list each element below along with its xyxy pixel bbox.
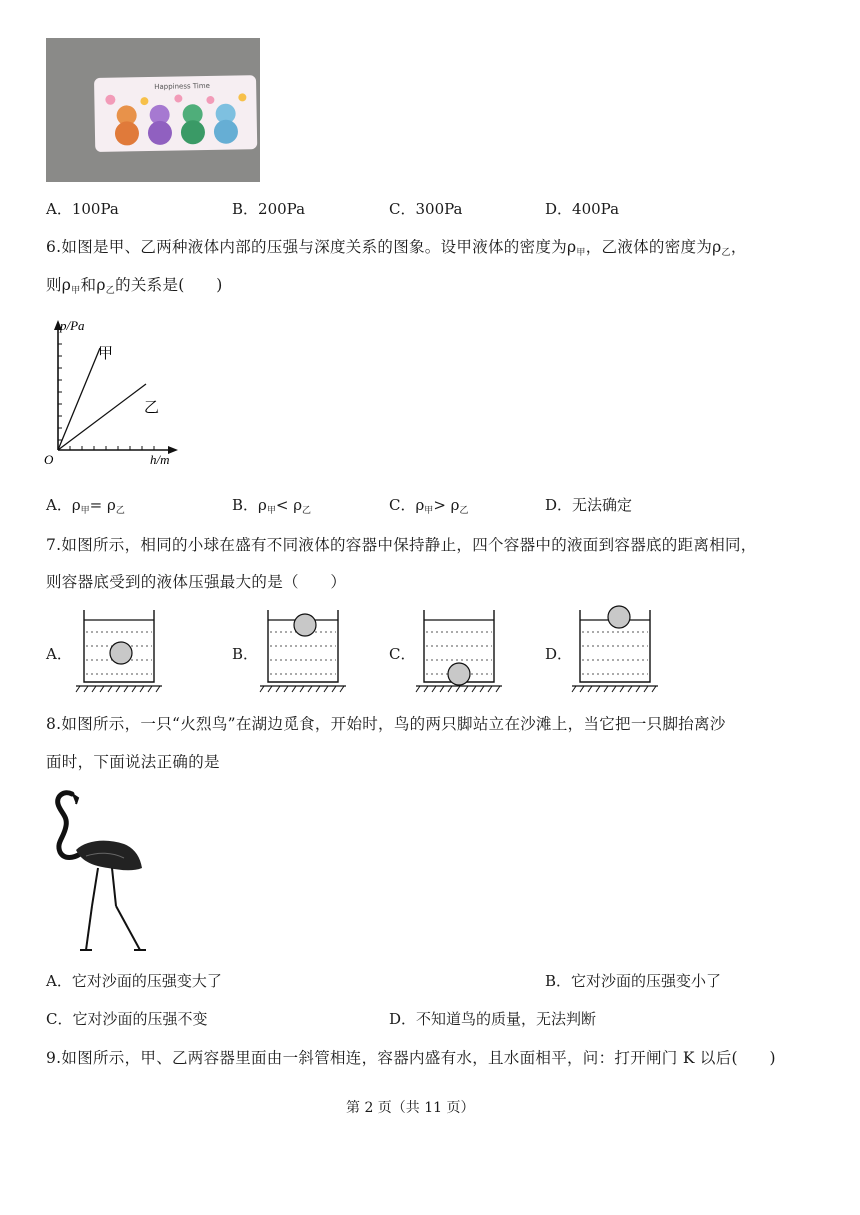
q7-question-line2: 则容器底受到的液体压强最大的是（ ） [46, 573, 347, 591]
pressure-depth-graph [40, 312, 200, 472]
q6-option-d: D．无法确定 [545, 496, 633, 514]
q6-option-c: C．$\rho_甲> \rho_乙$ [389, 496, 469, 516]
ball-b [294, 614, 316, 636]
q5-option-c: C．300Pa [389, 200, 463, 218]
q5-option-d: D．400Pa [545, 200, 620, 218]
pencil-case-text: Happiness Time [154, 81, 211, 91]
container-c [414, 604, 502, 696]
line-yi-label: 乙 [144, 398, 160, 416]
q6-option-a: A．$\rho_甲= \rho_乙$ [46, 496, 125, 516]
q6-option-b: B．$\rho_甲< \rho_乙$ [232, 496, 312, 516]
container-d [570, 604, 658, 696]
q8-option-a: A．它对沙面的压强变大了 [46, 972, 222, 990]
q6-question-line2: 则$\rho_甲$和$\rho_乙$的关系是( ) [46, 276, 223, 296]
q7-label-c: C． [389, 645, 416, 663]
container-a [74, 604, 162, 696]
q7-label-b: B． [232, 645, 259, 663]
q8-option-d: D．不知道鸟的质量，无法判断 [389, 1010, 597, 1028]
q7-label-d: D． [545, 645, 573, 663]
x-axis-arrow [168, 446, 178, 454]
pencil-case-photo [46, 38, 260, 182]
flamingo-illustration [46, 786, 156, 954]
ball-d [608, 606, 630, 628]
q8-option-c: C．它对沙面的压强不变 [46, 1010, 208, 1028]
q6-question-line1: 6.如图是甲、乙两种液体内部的压强与深度关系的图象。设甲液体的密度为$\rho_甲$，乙液体的密度为$\rho_乙$， [46, 238, 747, 258]
q8-question-line2: 面时，下面说法正确的是 [46, 753, 220, 771]
line-jia-label: 甲 [98, 344, 114, 362]
pencil-case [94, 75, 257, 152]
q9-question-line1: 9.如图所示，甲、乙两容器里面由一斜管相连，容器内盛有水，且水面相平，问：打开闸门 K 以后( ) [46, 1049, 776, 1067]
q5-option-a: A．100Pa [46, 200, 119, 218]
bears-illustration [94, 75, 257, 152]
container-b [258, 604, 346, 696]
ball-c [448, 663, 470, 685]
q7-label-a: A． [46, 645, 72, 663]
q8-question-line1: 8.如图所示，一只“火烈鸟”在湖边觅食，开始时，鸟的两只脚站立在沙滩上，当它把一只脚抬离沙 [46, 715, 726, 733]
y-axis-label: p/Pa [60, 318, 85, 333]
q5-option-b: B．200Pa [232, 200, 306, 218]
ball-a [110, 642, 132, 664]
page-footer: 第 2 页（共 11 页） [346, 1100, 475, 1116]
q8-option-b: B．它对沙面的压强变小了 [545, 972, 722, 990]
q7-question-line1: 7.如图所示，相同的小球在盛有不同液体的容器中保持静止，四个容器中的液面到容器底的距离相同， [46, 536, 757, 554]
x-axis-label: h/m [150, 452, 170, 467]
origin-label: O [44, 452, 54, 467]
